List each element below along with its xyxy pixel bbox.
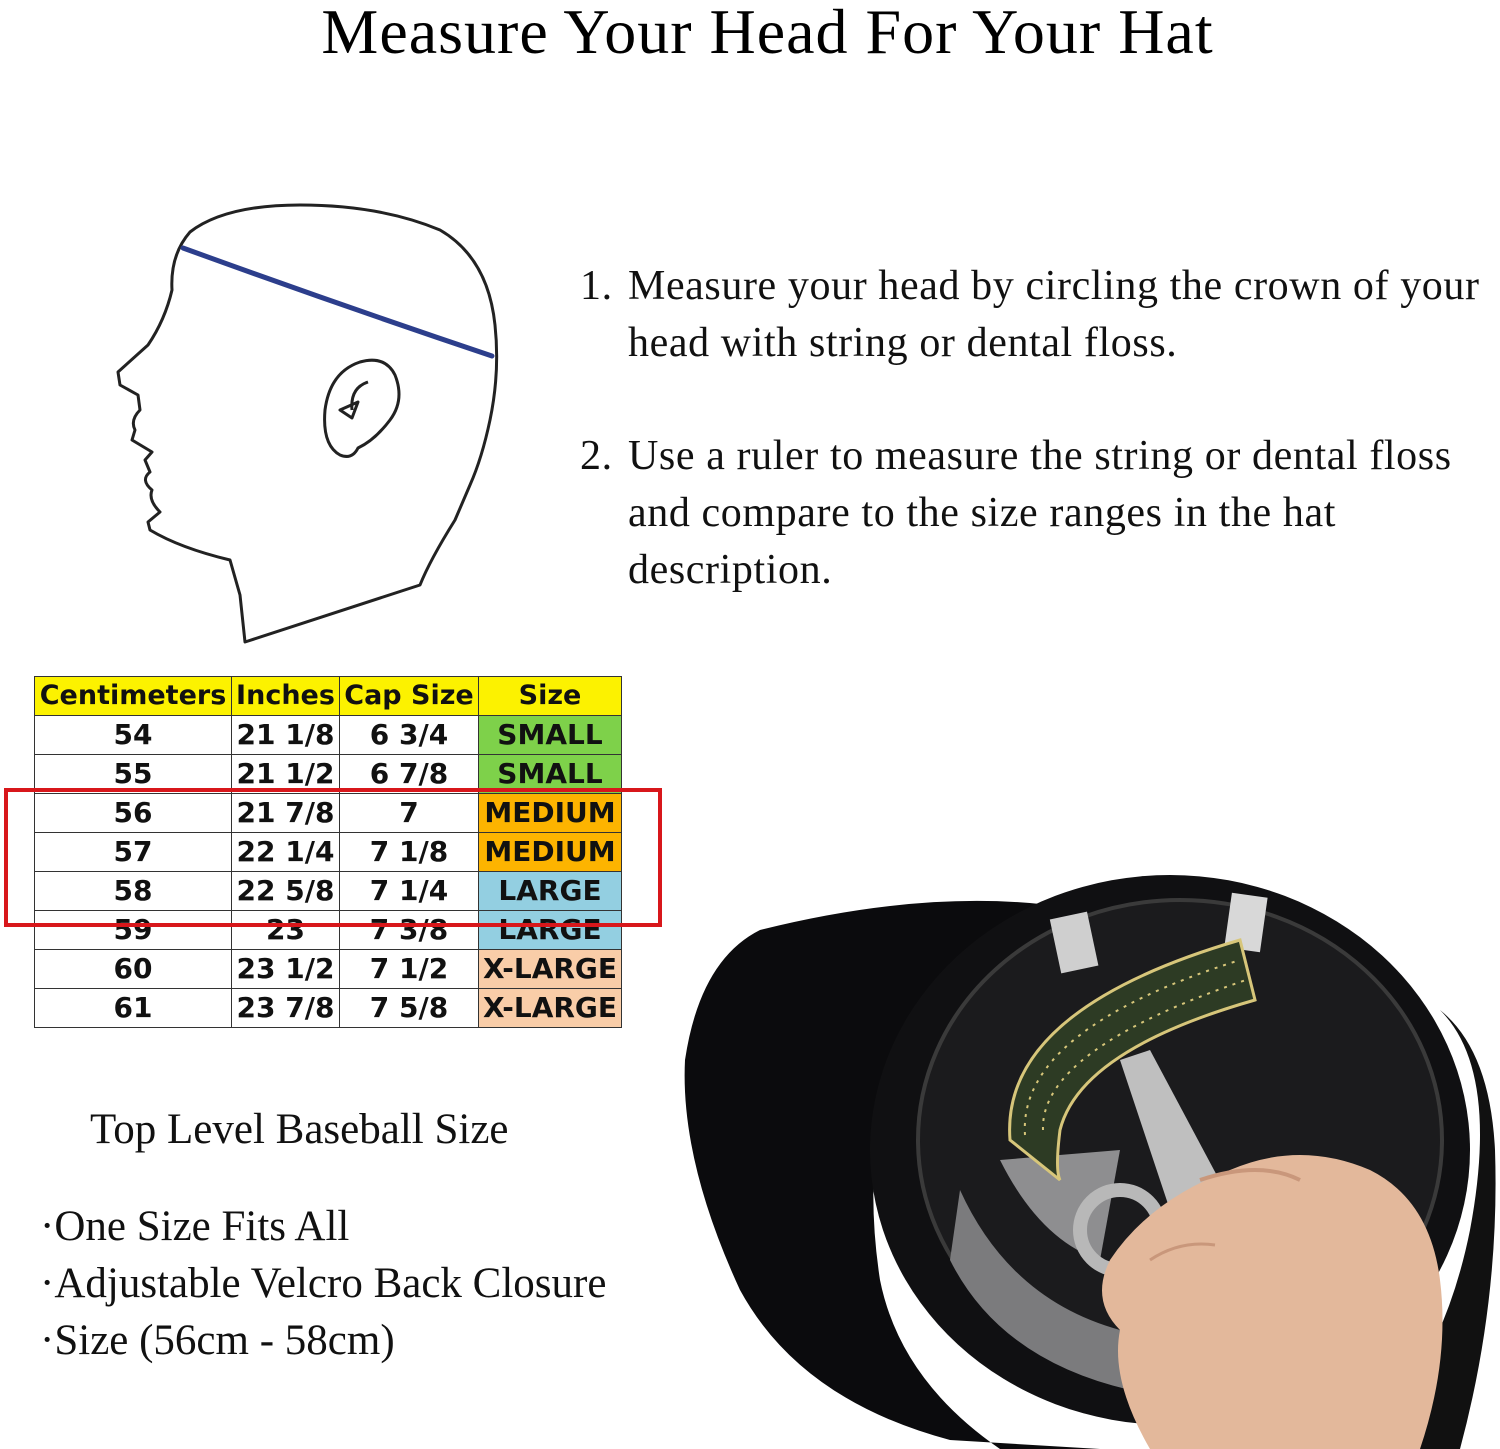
size-label-cell: LARGE [479,911,622,950]
step-2 [580,428,1480,599]
inches-cell: 22 5/8 [232,872,340,911]
cm-cell: 60 [35,950,232,989]
column-header-centimeters: Centimeters [35,677,232,716]
size-label-cell: SMALL [479,755,622,794]
cm-cell: 61 [35,989,232,1028]
list-item: · One Size Fits All [40,1198,606,1255]
cap-size-cell: 7 1/2 [340,950,479,989]
inches-cell: 22 1/4 [232,833,340,872]
cm-cell: 58 [35,872,232,911]
column-header-inches: Inches [232,677,340,716]
inches-cell: 23 7/8 [232,989,340,1028]
page-title: Measure Your Head For Your Hat [321,0,1214,67]
inches-cell: 21 7/8 [232,794,340,833]
size-label-cell: SMALL [479,716,622,755]
size-label-cell: MEDIUM [479,833,622,872]
step-number: 2. [580,433,613,479]
table-row [35,716,622,755]
size-label-cell: LARGE [479,872,622,911]
cm-cell: 57 [35,833,232,872]
inches-cell: 23 [232,911,340,950]
cap-size-cell: 7 [340,794,479,833]
feature-list [40,1198,606,1369]
cap-size-cell: 7 1/4 [340,872,479,911]
size-label-cell: MEDIUM [479,794,622,833]
instructions [580,258,1480,599]
table-row [35,989,622,1028]
step-text: Use a ruler to measure the string or dental floss and compare to the size ranges in the hat description. [628,433,1452,593]
list-item: · Size (56cm - 58cm) [40,1312,606,1369]
column-header-cap-size: Cap Size [340,677,479,716]
step-text: Measure your head by circling the crown of your head with string or dental floss. [628,263,1480,366]
cap-size-cell: 6 3/4 [340,716,479,755]
inches-cell: 21 1/2 [232,755,340,794]
step-1 [580,258,1480,372]
list-item: · Adjustable Velcro Back Closure [40,1255,606,1312]
inches-cell: 21 1/8 [232,716,340,755]
cap-sizer-photo [670,868,1500,1449]
cap-size-cell: 7 1/8 [340,833,479,872]
cap-size-cell: 6 7/8 [340,755,479,794]
cm-cell: 54 [35,716,232,755]
table-header-row [35,677,622,716]
product-size-heading: Top Level Baseball Size [90,1106,509,1153]
recommended-size-highlight [4,788,662,927]
column-header-size: Size [479,677,622,716]
cm-cell: 59 [35,911,232,950]
cm-cell: 55 [35,755,232,794]
step-number: 1. [580,263,613,309]
size-label-cell: X-LARGE [479,950,622,989]
inches-cell: 23 1/2 [232,950,340,989]
size-label-cell: X-LARGE [479,989,622,1028]
cm-cell: 56 [35,794,232,833]
cap-size-cell: 7 5/8 [340,989,479,1028]
table-row [35,950,622,989]
cap-size-cell: 7 3/8 [340,911,479,950]
head-profile-measure-icon [100,200,500,650]
